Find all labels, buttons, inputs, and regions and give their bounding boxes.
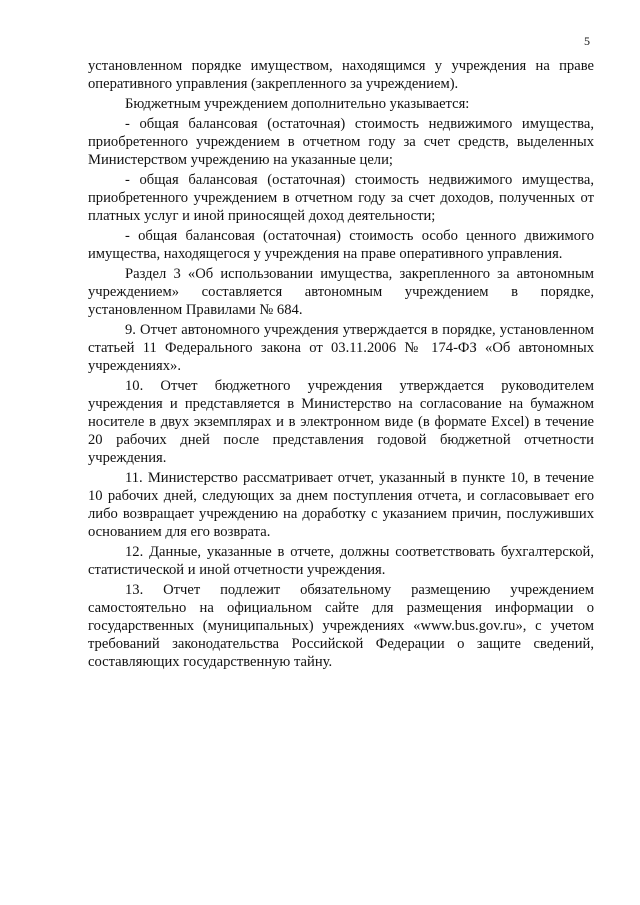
paragraph-item-13: 13. Отчет подлежит обязательному размещению учреждением самостоятельно на официальном сайте для размещения информации о государственных (муниципальных) учреждениях «www.bus.gov.ru», с учетом требований законодательства Российской Федерации о защите сведений, составляющих государственную тайну. <box>88 582 594 670</box>
paragraph-item-10: 10. Отчет бюджетного учреждения утверждается руководителем учреждения и представляется в Министерство на согласование на бумажном носителе в двух экземплярах и в электронном виде (в формате Excel) в течение 20 рабочих дней после представления годовой бюджетной отчетности учреждения. <box>88 378 594 466</box>
list-item-real-estate-ministry: - общая балансовая (остаточная) стоимость недвижимого имущества, приобретенного учреждением в отчетном году за счет средств, выделенных Министерством учреждению на указанные цели; <box>88 116 594 168</box>
paragraph-continuation: установленном порядке имуществом, находящимся у учреждения на праве оперативного управления (закрепленного за учреждением). <box>88 58 594 92</box>
list-item-movable-property: - общая балансовая (остаточная) стоимость особо ценного движимого имущества, находящегося у учреждения на праве оперативного управления. <box>88 228 594 262</box>
paragraph-item-9: 9. Отчет автономного учреждения утверждается в порядке, установленном статьей 11 Федерального закона от 03.11.2006 № 174-ФЗ «Об автономных учреждениях». <box>88 322 594 374</box>
list-item-real-estate-income: - общая балансовая (остаточная) стоимость недвижимого имущества, приобретенного учреждением в отчетном году за счет доходов, полученных от платных услуг и иной приносящей доход деятельности; <box>88 172 594 224</box>
paragraph-item-12: 12. Данные, указанные в отчете, должны соответствовать бухгалтерской, статистической и иной отчетности учреждения. <box>88 544 594 578</box>
page-number: 5 <box>584 34 590 48</box>
paragraph-item-11: 11. Министерство рассматривает отчет, указанный в пункте 10, в течение 10 рабочих дней, следующих за днем поступления отчета, и согласовывает его либо возвращает учреждению на доработку с указанием причин, послуживших основанием для его возврата. <box>88 470 594 540</box>
document-body <box>88 57 594 673</box>
paragraph-section-3: Раздел 3 «Об использовании имущества, закрепленного за автономным учреждением» составляется автономным учреждением в порядке, установленном Правилами № 684. <box>88 266 594 318</box>
paragraph-budget-intro: Бюджетным учреждением дополнительно указывается: <box>125 96 470 112</box>
